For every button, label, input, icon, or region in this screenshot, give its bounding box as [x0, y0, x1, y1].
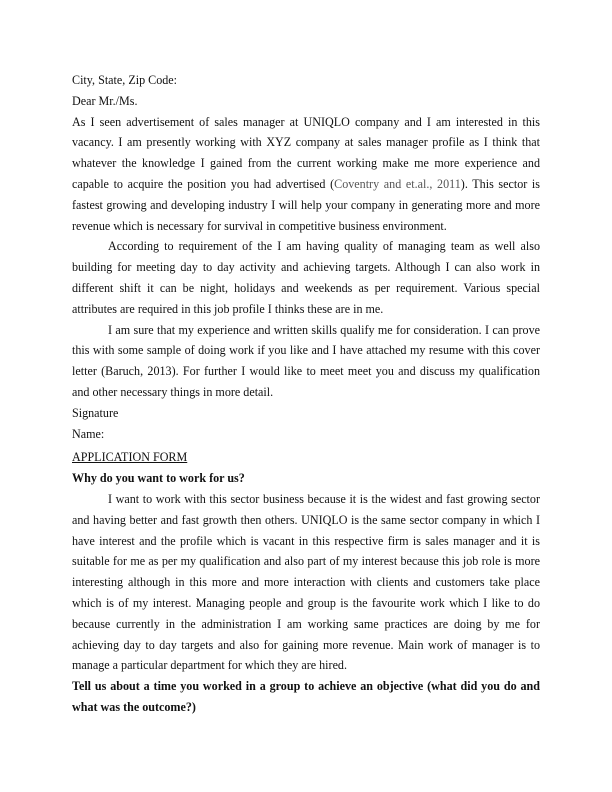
letter-paragraph-1: [72, 112, 540, 237]
name-label: Name:: [72, 426, 105, 441]
question-why-work-for-us: Why do you want to work for us?: [72, 471, 245, 486]
letter-paragraph-3: I am sure that my experience and written skills qualify me for consideration. I can prove this with some sample of doing work if you like and I have attached my resume with this cover letter (Baruch, 2013). For further I would like to meet meet you and discuss my qualification and other necessary things in more detail.: [72, 322, 540, 399]
paragraph-text: As I seen advertisement of sales manager at UNIQLO company and I am interested in this vacancy. I am presently working with XYZ company at sales manager profile as I think that whatever the knowledge I gained from the current working make me more experience and capable to acquire the position you had advertised (: [72, 114, 540, 191]
question-group-objective: Tell us about a time you worked in a group to achieve an objective (what did you do and what was the outcome?): [72, 679, 540, 714]
letter-paragraph-2: According to requirement of the I am having quality of managing team as well also building for meeting day to day activity and achieving targets. Although I can also work in different shift it can be night, holidays and weekends as per requirement. Various special attributes are required in this job profile I thinks these are in me.: [72, 239, 540, 316]
salutation: Dear Mr./Ms.: [72, 93, 138, 108]
citation: Coventry and et.al., 2011: [334, 176, 461, 191]
document-page: [72, 70, 540, 718]
paragraph-text-end: ). This sector is fastest growing and developing industry I will help your company in generating more and more revenue which is necessary for survival in competitive business environment.: [72, 176, 540, 233]
address-line: City, State, Zip Code:: [72, 73, 178, 87]
signature-label: Signature: [72, 405, 119, 420]
application-form-heading: APPLICATION FORM: [72, 450, 188, 465]
answer-why-work-for-us: I want to work with this sector business because it is the widest and fast growing sector and having better and fast growth then others. UNIQLO is the same sector company in which I have interest and the profile which is vacant in this respective firm is sales manager and it is suitable for me as per my qualification and also part of my interest because this job role is more interesting although in this more and more interaction with clients and customers take place which is of my interest. Managing people and group is the favourite work which I like to do because currently in the administration I am working same practices are doing by me for achieving day to day targets and also for gaining more revenue. Main work of manager is to manage a particular department for which they are hired.: [72, 491, 540, 673]
